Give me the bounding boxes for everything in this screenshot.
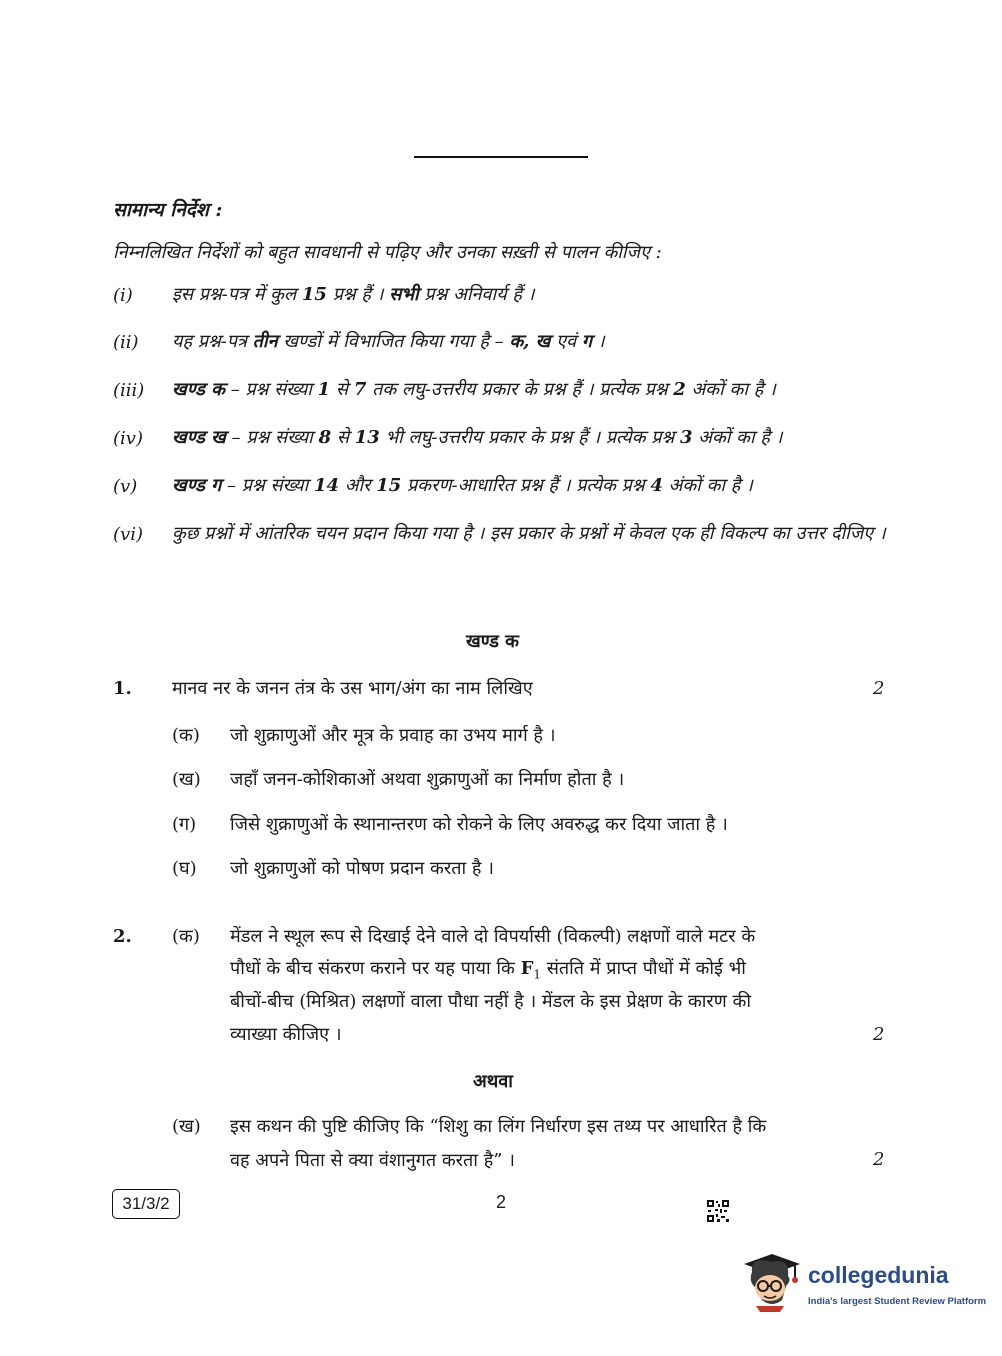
instruction-number: (iv): [113, 428, 143, 449]
or-separator: अथवा: [473, 1071, 513, 1092]
instruction-number: (vi): [113, 524, 143, 545]
instruction-number: (iii): [113, 380, 145, 401]
instruction-text: खण्ड क – प्रश्न संख्या 1 से 7 तक लघु-उत्तरीय प्रकार के प्रश्न हैं । प्रत्येक प्रश्न 2 अंकों का है ।: [172, 379, 776, 400]
question-number: 1.: [113, 678, 132, 699]
page-number: 2: [496, 1192, 507, 1212]
instruction-text: कुछ प्रश्नों में आंतरिक चयन प्रदान किया गया है । इस प्रकार के प्रश्नों में केवल एक ही विकल्प का उत्तर दीजिए ।: [172, 523, 886, 544]
option-label: (ख): [172, 1116, 201, 1137]
instruction-text: खण्ड ख – प्रश्न संख्या 8 से 13 भी लघु-उत्तरीय प्रकार के प्रश्न हैं । प्रत्येक प्रश्न 3 अंकों का है ।: [172, 427, 783, 448]
option-text: जो शुक्राणुओं को पोषण प्रदान करता है ।: [230, 858, 494, 879]
instructions-intro: निम्नलिखित निर्देशों को बहुत सावधानी से पढ़िए और उनका सख़्ती से पालन कीजिए :: [113, 242, 662, 263]
option-label: (ग): [172, 814, 197, 835]
question-text-line: वह अपने पिता से क्या वंशानुगत करता है” ।: [230, 1150, 515, 1171]
option-label: (क): [172, 926, 200, 947]
option-text: जिसे शुक्राणुओं के स्थानान्तरण को रोकने के लिए अवरुद्ध कर दिया जाता है ।: [230, 814, 728, 835]
question-text-line: बीचों-बीच (मिश्रित) लक्षणों वाला पौधा नहीं है । मेंडल के इस प्रेक्षण के कारण की: [230, 991, 752, 1012]
section-title: खण्ड क: [466, 631, 519, 652]
question-marks: 2: [873, 678, 885, 699]
option-label: (क): [172, 725, 200, 746]
option-text: जो शुक्राणुओं और मूत्र के प्रवाह का उभय मार्ग है ।: [230, 725, 556, 746]
question-text-line: पौधों के बीच संकरण कराने पर यह पाया कि $F_1$ संतति में प्राप्त पौधों में कोई भी: [230, 958, 746, 982]
instruction-text: इस प्रश्न-पत्र में कुल 15 प्रश्न हैं । सभी प्रश्न अनिवार्य हैं ।: [172, 284, 535, 305]
instruction-number: (i): [113, 285, 133, 306]
instruction-number: (ii): [113, 332, 139, 353]
question-text-line: व्याख्या कीजिए ।: [230, 1024, 342, 1045]
brand-name: collegedunia: [808, 1262, 949, 1288]
question-number: 2.: [113, 926, 132, 947]
question-marks: 2: [873, 1149, 885, 1170]
general-instructions-heading: सामान्य निर्देश :: [113, 199, 223, 221]
instruction-text: खण्ड ग – प्रश्न संख्या 14 और 15 प्रकरण-आधारित प्रश्न हैं । प्रत्येक प्रश्न 4 अंकों का है ।: [172, 475, 753, 496]
question-text-line: मेंडल ने स्थूल रूप से दिखाई देने वाले दो विपर्यासी (विकल्पी) लक्षणों वाले मटर के: [230, 926, 756, 947]
collegedunia-logo-icon: [742, 1250, 804, 1312]
question-text-line: इस कथन की पुष्टि कीजिए कि “शिशु का लिंग निर्धारण इस तथ्य पर आधारित है कि: [230, 1116, 767, 1137]
question-text: मानव नर के जनन तंत्र के उस भाग/अंग का नाम लिखिए: [172, 678, 533, 699]
question-marks: 2: [873, 1024, 885, 1045]
instruction-text: यह प्रश्न-पत्र तीन खण्डों में विभाजित किया गया है – क, ख एवं ग ।: [172, 331, 605, 352]
qr-code-icon: [707, 1200, 729, 1222]
top-divider: [414, 156, 588, 158]
instruction-number: (v): [113, 476, 138, 497]
brand-tagline: India's largest Student Review Platform: [808, 1296, 987, 1307]
option-label: (घ): [172, 858, 197, 879]
option-label: (ख): [172, 769, 201, 790]
option-text: जहाँ जनन-कोशिकाओं अथवा शुक्राणुओं का निर्माण होता है ।: [230, 769, 625, 790]
paper-code: 31/3/2: [112, 1189, 180, 1219]
